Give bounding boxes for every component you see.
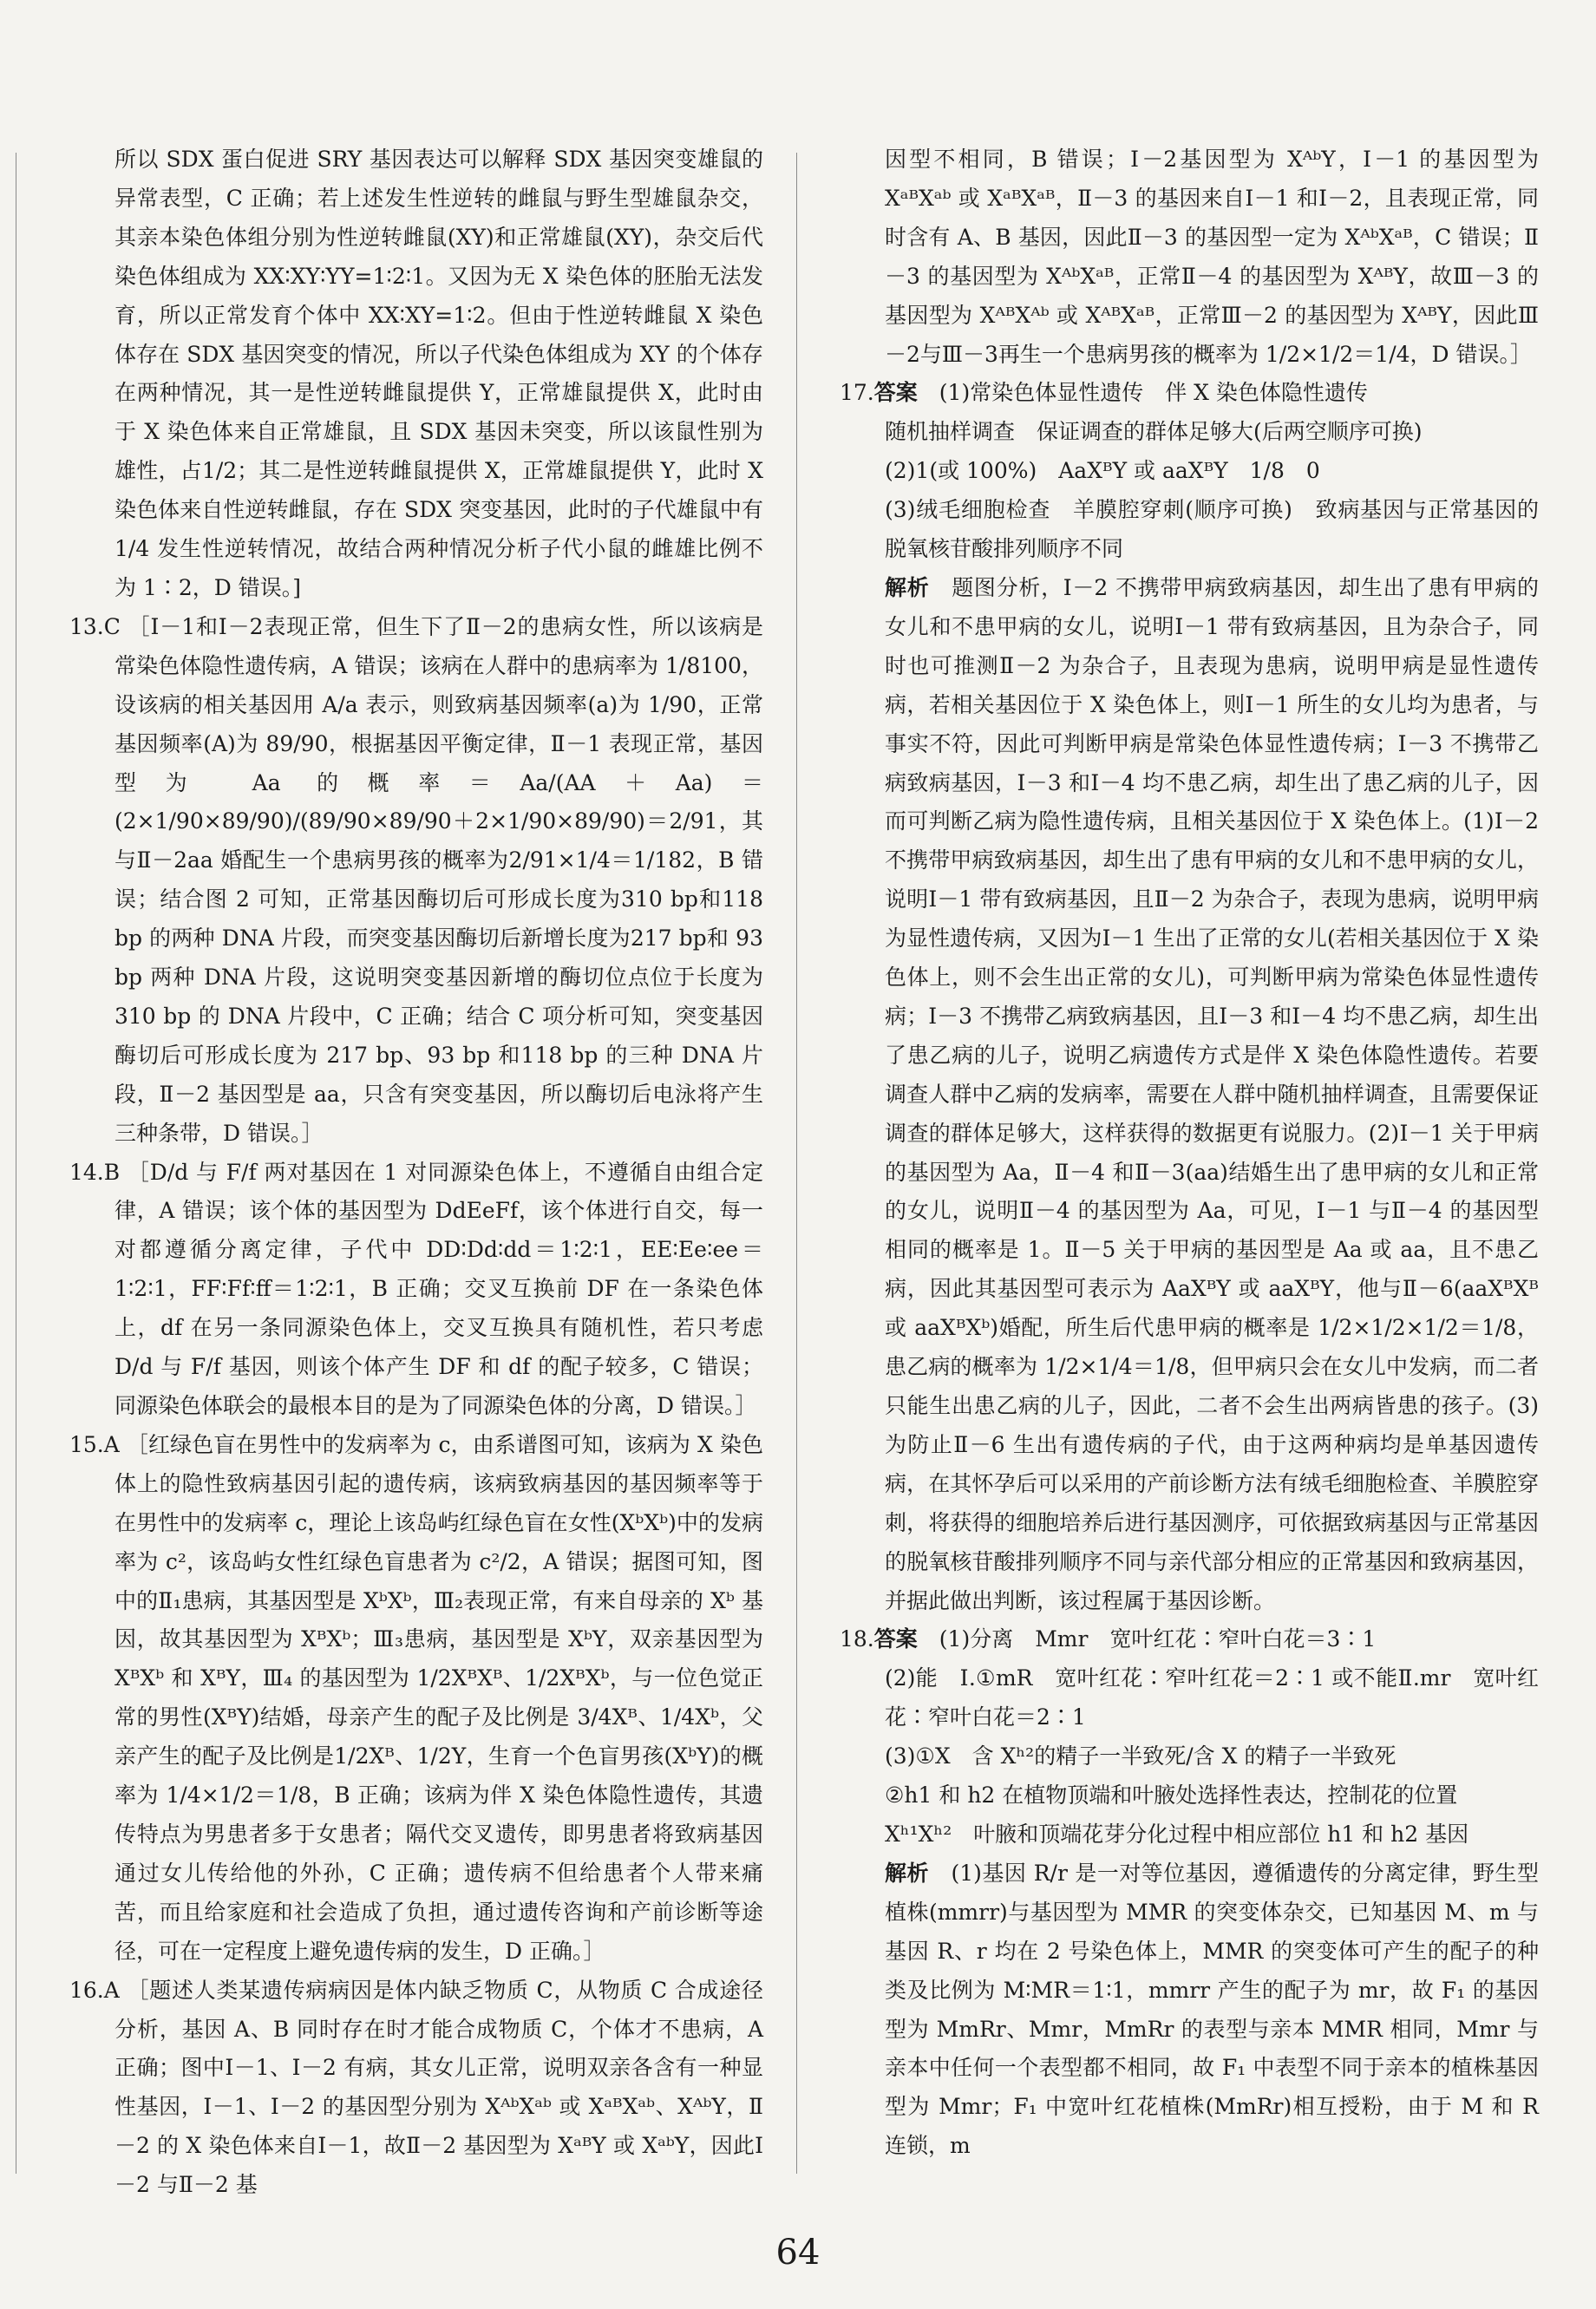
q14-answer: 14.B ［D/d 与 F/f 两对基因在 1 对同源染色体上，不遵循自由组合定律，A 错误；该个体的基因型为 DdEeFf，该个体进行自交，每一对都遵循分离定律，子代中 DD∶Dd∶dd＝1∶2∶1，EE∶Ee∶ee＝1∶2∶1，FF∶Ff∶ff＝1∶2∶1，B 正确；交叉互换前 DF 在一条染色体上，df 在另一条同源染色体上，交叉互换具有随机性，若只考虑 D/d 与 F/f 基因，则该个体产生 DF 和 df 的配子较多，C 错误；同源染色体联会的最根本目的是为了同源染色体的分离，D 错误。］: [69, 1159, 763, 1418]
q17-answer-3: (2)1(或 100%) AaXᴮY 或 aaXᴮY 1/8 0: [885, 458, 1320, 484]
q18-number: 18.: [840, 1626, 874, 1652]
q17-block: [840, 374, 1539, 1620]
q15-answer: 15.A ［红绿色盲在男性中的发病率为 c，由系谱图可知，该病为 X 染色体上的隐性致病基因引起的遗传病，该病致病基因的基因频率等于在男性中的发病率 c，理论上该岛屿红绿色盲在女性(XᵇXᵇ)中的发病率为 c²，该岛屿女性红绿色盲患者为 c²/2，A 错误；据图可知，图中的Ⅱ₁患病，其基因型是 XᵇXᵇ，Ⅲ₂表现正常，有来自母亲的 Xᵇ 基因，故其基因型为 XᴮXᵇ；Ⅲ₃患病，基因型是 XᵇY，双亲基因型为 XᴮXᵇ 和 XᴮY，Ⅲ₄ 的基因型为 1/2XᴮXᴮ、1/2XᴮXᵇ，与一位色觉正常的男性(XᴮY)结婚，母亲产生的配子及比例是 3/4Xᴮ、1/4Xᵇ，父亲产生的配子及比例是1/2Xᴮ、1/2Y，生育一个色盲男孩(XᵇY)的概率为 1/4×1/2＝1/8，B 正确；该病为伴 X 染色体隐性遗传，其遗传特点为男患者多于女患者；隔代交叉遗传，即男患者将致病基因通过女儿传给他的外孙，C 正确；遗传病不但给患者个人带来痛苦，而且给家庭和社会造成了负担，通过遗传咨询和产前诊断等途径，可在一定程度上避免遗传病的发生，D 正确。］: [69, 1431, 763, 1964]
q17-number: 17.: [840, 380, 874, 406]
q17-analysis-text: 题图分析，Ⅰ－2 不携带甲病致病基因，却生出了患有甲病的女儿和不患甲病的女儿，说明Ⅰ－1 带有致病基因，且为杂合子，同时也可推测Ⅱ－2 为杂合子，且表现为患病，说明甲病是显性遗传病，若相关基因位于 X 染色体上，则Ⅰ－1 所生的女儿均为患者，与事实不符，因此可判断甲病是常染色体显性遗传病；Ⅰ－3 不携带乙病致病基因，Ⅰ－3 和Ⅰ－4 均不患乙病，却生出了患乙病的儿子，因而可判断乙病为隐性遗传病，且相关基因位于 X 染色体上。(1)Ⅰ－2 不携带甲病致病基因，却生出了患有甲病的女儿和不患甲病的女儿，说明Ⅰ－1 带有致病基因，且Ⅱ－2 为杂合子，表现为患病，说明甲病为显性遗传病，又因为Ⅰ－1 生出了正常的女儿(若相关基因位于 X 染色体上，则不会生出正常的女儿)，可判断甲病为常染色体显性遗传病；Ⅰ－3 不携带乙病致病基因，且Ⅰ－3 和Ⅰ－4 均不患乙病，却生出了患乙病的儿子，说明乙病遗传方式是伴 X 染色体隐性遗传。若要调查人群中乙病的发病率，需要在人群中随机抽样调查，且需要保证调查的群体足够大，这样获得的数据更有说服力。(2)Ⅰ－1 关于甲病的基因型为 Aa，Ⅱ－4 和Ⅱ－3(aa)结婚生出了患甲病的女儿和正常的女儿，说明Ⅱ－4 的基因型为 Aa，可见，Ⅰ－1 与Ⅱ－4 的基因型相同的概率是 1。Ⅱ－5 关于甲病的基因型是 Aa 或 aa，且不患乙病，因此其基因型可表示为 AaXᴮY 或 aaXᴮY，他与Ⅱ－6(aaXᴮXᴮ 或 aaXᴮXᵇ)婚配，所生后代患甲病的概率是 1/2×1/2×1/2＝1/8，患乙病的概率为 1/2×1/4＝1/8，但甲病只会在女儿中发病，而二者只能生出患乙病的儿子，因此，二者不会生出两病皆患的孩子。(3)为防止Ⅱ－6 生出有遗传病的子代，由于这两种病均是单基因遗传病，在其怀孕后可以采用的产前诊断方法有绒毛细胞检查、羊膜腔穿刺，将获得的细胞培养后进行基因测序，可依据致病基因与正常基因的脱氧核苷酸排列顺序不同与亲代部分相应的正常基因和致病基因，并据此做出判断，该过程属于基因诊断。: [885, 574, 1539, 1613]
q18-answer-1: (1)分离 Mmr 宽叶红花∶窄叶白花＝3∶1: [939, 1626, 1377, 1652]
left-column: [69, 141, 763, 2205]
page-number: 64: [775, 2233, 821, 2273]
q17-answer-line-1: [840, 374, 1539, 413]
q17-analysis-label: 解析: [885, 574, 930, 600]
q18-analysis-text: (1)基因 R/r 是一对等位基因，遵循遗传的分离定律，野生型植株(mmrr)与基因型为 MMR 的突变体杂交，已知基因 M、m 与基因 R、r 均在 2 号染色体上，MMR 的突变体可产生的配子的种类及比例为 M∶MR＝1∶1，mmrr 产生的配子为 mr，故 F₁ 的基因型为 MmRr、Mmr，MmRr 的表型与亲本 MMR 相同，Mmr 与亲本中任何一个表型都不相同，故 F₁ 中表型不同于亲本的植株基因型为 Mmr；F₁ 中宽叶红花植株(MmRr)相互授粉，由于 M 和 R 连锁，m: [885, 1860, 1539, 2159]
q18-answer-line-1: [840, 1620, 1539, 1659]
column-divider: [796, 153, 797, 2174]
q18-answer-5: Xʰ¹Xʰ² 叶腋和顶端花芽分化过程中相应部位 h1 和 h2 基因: [885, 1821, 1469, 1847]
q12-continued-text: 所以 SDX 蛋白促进 SRY 基因表达可以解释 SDX 基因突变雄鼠的异常表型，C 正确；若上述发生性逆转的雌鼠与野生型雄鼠杂交，其亲本染色体组分别为性逆转雌鼠(XY)和正常雄鼠(XY)，杂交后代染色体组成为 XX∶XY∶YY=1∶2∶1。又因为无 X 染色体的胚胎无法发育，所以正常发育个体中 XX∶XY=1∶2。但由于性逆转雌鼠 X 染色体存在 SDX 基因突变的情况，所以子代染色体组成为 XY 的个体存在两种情况，其一是性逆转雌鼠提供 Y，正常雄鼠提供 X，此时由于 X 染色体来自正常雄鼠，且 SDX 基因未突变，所以该鼠性别为雄性，占1/2；其二是性逆转雌鼠提供 X，正常雄鼠提供 Y，此时 X 染色体来自性逆转雌鼠，存在 SDX 突变基因，此时的子代雄鼠中有 1/4 发生性逆转情况，故结合两种情况分析子代小鼠的雌雄比例不为 1∶2，D 错误。]: [114, 147, 763, 600]
q13-answer: 13.C ［Ⅰ－1和Ⅰ－2表现正常，但生下了Ⅱ－2的患病女性，所以该病是常染色体隐性遗传病，A 错误；该病在人群中的患病率为 1/8100，设该病的相关基因用 A/a 表示，则致病基因频率(a)为 1/90，正常基因频率(A)为 89/90，根据基因平衡定律，Ⅱ－1 表现正常，基因型为 Aa 的概率＝Aa/(AA＋Aa)＝(2×1/90×89/90)/(89/90×89/90＋2×1/90×89/90)＝2/91，其与Ⅱ－2aa 婚配生一个患病男孩的概率为2/91×1/4＝1/182，B 错误；结合图 2 可知，正常基因酶切后可形成长度为310 bp和118 bp 的两种 DNA 片段，而突变基因酶切后新增长度为217 bp和 93 bp 两种 DNA 片段，这说明突变基因新增的酶切位点位于长度为 310 bp 的 DNA 片段中，C 正确；结合 C 项分析可知，突变基因酶切后可形成长度为 217 bp、93 bp 和118 bp 的三种 DNA 片段，Ⅱ－2 基因型是 aa，只含有突变基因，所以酶切后电泳将产生三种条带，D 错误。］: [69, 613, 763, 1146]
q16-answer: 16.A ［题述人类某遗传病病因是体内缺乏物质 C，从物质 C 合成途径分析，基因 A、B 同时存在时才能合成物质 C，个体才不患病，A 正确；图中Ⅰ－1、Ⅰ－2 有病，其女儿正常，说明双亲各含有一种显性基因，Ⅰ－1、Ⅰ－2 的基因型分别为 XᴬᵇXᵃᵇ 或 XᵃᴮXᵃᵇ、XᴬᵇY，Ⅱ－2 的 X 染色体来自Ⅰ－1，故Ⅱ－2 基因型为 XᵃᴮY 或 XᵃᵇY，因此Ⅰ－2 与Ⅱ－2 基: [69, 1977, 763, 2198]
q17-answer-4: (3)绒毛细胞检查 羊膜腔穿刺(顺序可换) 致病基因与正常基因的脱氧核苷酸排列顺序不同: [885, 497, 1539, 562]
right-column: [840, 141, 1539, 2166]
q18-analysis-label: 解析: [885, 1860, 929, 1886]
q16-continued-text: 因型不相同，B 错误；Ⅰ－2基因型为 XᴬᵇY，Ⅰ－1 的基因型为 XᵃᴮXᵃᵇ 或 XᵃᴮXᵃᴮ，Ⅱ－3 的基因来自Ⅰ－1 和Ⅰ－2，且表现正常，同时含有 A、B 基因，因此Ⅱ－3 的基因型一定为 XᴬᵇXᵃᴮ，C 错误；Ⅱ－3 的基因型为 XᴬᵇXᵃᴮ，正常Ⅱ－4 的基因型为 XᴬᴮY，故Ⅲ－3 的基因型为 XᴬᴮXᴬᵇ 或 XᴬᴮXᵃᴮ，正常Ⅲ－2 的基因型为 XᴬᴮY，因此Ⅲ－2与Ⅲ－3再生一个患病男孩的概率为 1/2×1/2＝1/4，D 错误。］: [885, 147, 1539, 367]
q17-answer-2: 随机抽样调查 保证调查的群体足够大(后两空顺序可换): [885, 419, 1423, 445]
q18-answer-label: 答案: [873, 1626, 918, 1652]
q18-answer-3: (3)①X 含 Xʰ²的精子一半致死/含 X 的精子一半致死: [885, 1743, 1396, 1769]
q18-answer-2: (2)能 Ⅰ.①mR 宽叶红花∶窄叶红花＝2∶1 或不能Ⅱ.mr 宽叶红花∶窄叶白花＝2∶1: [885, 1665, 1539, 1730]
q17-answer-1: (1)常染色体显性遗传 伴 X 染色体隐性遗传: [939, 380, 1368, 406]
q18-answer-4: ②h1 和 h2 在植物顶端和叶腋处选择性表达，控制花的位置: [885, 1782, 1458, 1809]
q17-answer-label: 答案: [873, 380, 918, 406]
q18-analysis: [840, 1854, 1539, 2166]
q17-analysis: [840, 569, 1539, 1620]
q18-block: [840, 1620, 1539, 2166]
